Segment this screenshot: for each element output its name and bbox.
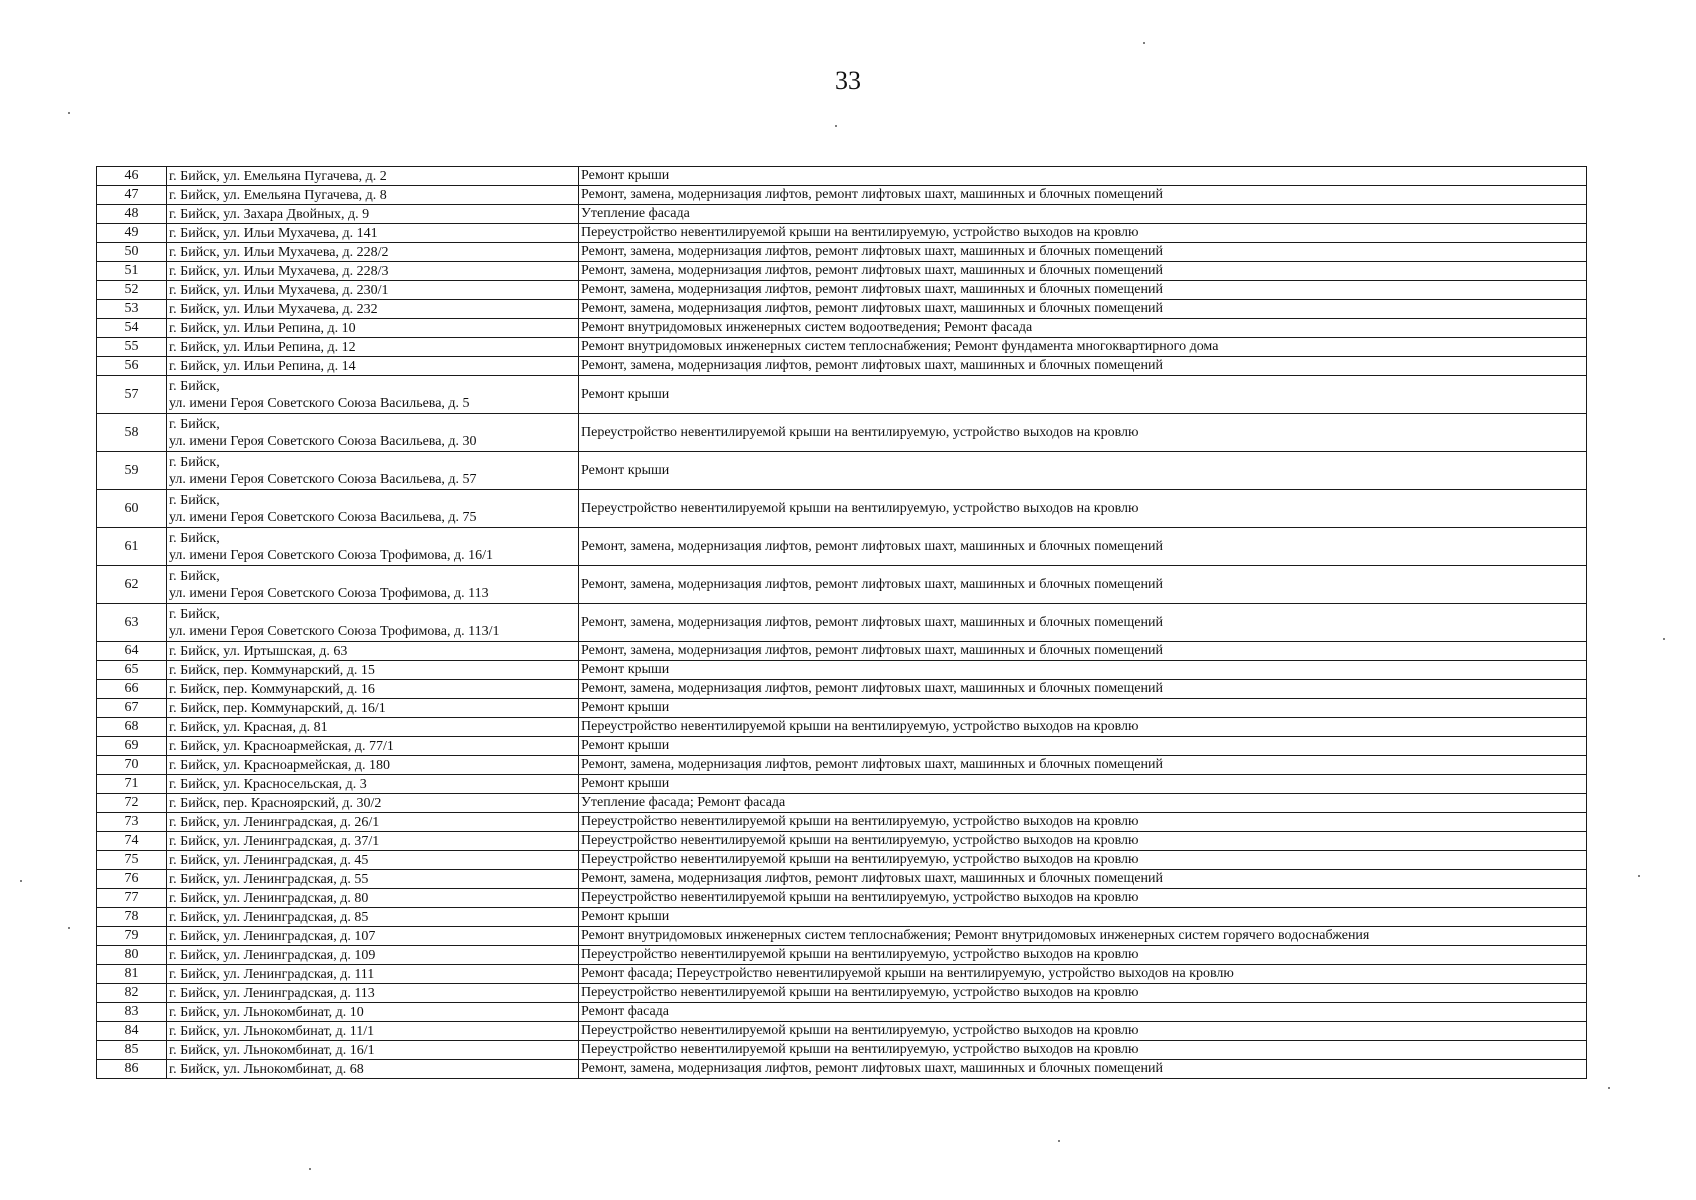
address-line: г. Бийск, пер. Коммунарский, д. 16 [169, 681, 375, 697]
address-line: г. Бийск, ул. Захара Двойных, д. 9 [169, 206, 370, 222]
table-row [97, 756, 1587, 775]
row-number-cell: 74 [97, 832, 167, 851]
row-number-cell: 77 [97, 889, 167, 908]
address-cell [167, 965, 579, 984]
registry-body [97, 167, 1587, 1079]
address-line: г. Бийск, ул. Ильи Репина, д. 10 [169, 320, 356, 336]
row-number-cell: 76 [97, 870, 167, 889]
address-line: ул. имени Героя Советского Союза Васильева, д. 75 [169, 509, 477, 525]
work-type-cell: Утепление фасада [579, 205, 1587, 224]
address-line: г. Бийск, ул. Ленинградская, д. 107 [169, 928, 376, 944]
address-line: г. Бийск, ул. Ленинградская, д. 80 [169, 890, 369, 906]
address-line: г. Бийск, [169, 568, 220, 584]
table-row [97, 357, 1587, 376]
table-row [97, 167, 1587, 186]
work-type-cell: Ремонт, замена, модернизация лифтов, ремонт лифтовых шахт, машинных и блочных помещений [579, 357, 1587, 376]
scan-speck [20, 880, 22, 882]
address-cell [167, 756, 579, 775]
row-number-cell: 60 [97, 490, 167, 528]
address-cell [167, 718, 579, 737]
address-line: г. Бийск, ул. Красноармейская, д. 180 [169, 757, 390, 773]
table-row [97, 376, 1587, 414]
address-line: г. Бийск, ул. Ленинградская, д. 45 [169, 852, 369, 868]
address-cell [167, 699, 579, 718]
work-type-cell: Переустройство невентилируемой крыши на вентилируемую, устройство выходов на кровлю [579, 984, 1587, 1003]
work-type-cell: Ремонт крыши [579, 661, 1587, 680]
address-line: г. Бийск, ул. Ленинградская, д. 109 [169, 947, 376, 963]
address-cell [167, 946, 579, 965]
table-row [97, 528, 1587, 566]
address-line: г. Бийск, ул. Ленинградская, д. 55 [169, 871, 369, 887]
row-number-cell: 78 [97, 908, 167, 927]
work-type-cell: Ремонт, замена, модернизация лифтов, ремонт лифтовых шахт, машинных и блочных помещений [579, 870, 1587, 889]
table-row [97, 794, 1587, 813]
address-line: г. Бийск, [169, 416, 220, 432]
scan-speck [309, 1168, 311, 1170]
address-cell [167, 661, 579, 680]
row-number-cell: 72 [97, 794, 167, 813]
row-number-cell: 83 [97, 1003, 167, 1022]
address-cell [167, 1003, 579, 1022]
table-row [97, 281, 1587, 300]
row-number-cell: 79 [97, 927, 167, 946]
row-number-cell: 64 [97, 642, 167, 661]
table-row [97, 718, 1587, 737]
work-type-cell: Ремонт, замена, модернизация лифтов, ремонт лифтовых шахт, машинных и блочных помещений [579, 300, 1587, 319]
work-type-cell: Переустройство невентилируемой крыши на вентилируемую, устройство выходов на кровлю [579, 832, 1587, 851]
table-row [97, 832, 1587, 851]
address-line: ул. имени Героя Советского Союза Трофимова, д. 16/1 [169, 547, 494, 563]
work-type-cell: Ремонт, замена, модернизация лифтов, ремонт лифтовых шахт, машинных и блочных помещений [579, 262, 1587, 281]
work-type-cell: Ремонт крыши [579, 908, 1587, 927]
table-row [97, 300, 1587, 319]
address-cell [167, 167, 579, 186]
address-cell [167, 376, 579, 414]
table-row [97, 1041, 1587, 1060]
address-line: ул. имени Героя Советского Союза Васильева, д. 57 [169, 471, 477, 487]
address-cell [167, 357, 579, 376]
work-type-cell: Переустройство невентилируемой крыши на вентилируемую, устройство выходов на кровлю [579, 1022, 1587, 1041]
address-line: ул. имени Героя Советского Союза Трофимова, д. 113 [169, 585, 489, 601]
address-cell [167, 224, 579, 243]
address-line: г. Бийск, [169, 454, 220, 470]
address-line: г. Бийск, ул. Ильи Мухачева, д. 228/3 [169, 263, 389, 279]
row-number-cell: 67 [97, 699, 167, 718]
address-cell [167, 281, 579, 300]
work-type-cell: Ремонт крыши [579, 452, 1587, 490]
table-row [97, 813, 1587, 832]
address-line: г. Бийск, ул. Ленинградская, д. 111 [169, 966, 375, 982]
address-line: г. Бийск, [169, 530, 220, 546]
scan-speck [1058, 1140, 1060, 1142]
row-number-cell: 82 [97, 984, 167, 1003]
address-line: г. Бийск, ул. Ленинградская, д. 85 [169, 909, 369, 925]
row-number-cell: 56 [97, 357, 167, 376]
table-row [97, 946, 1587, 965]
table-row [97, 1060, 1587, 1079]
address-line: г. Бийск, ул. Ленинградская, д. 37/1 [169, 833, 380, 849]
row-number-cell: 50 [97, 243, 167, 262]
work-type-cell: Утепление фасада; Ремонт фасада [579, 794, 1587, 813]
address-line: г. Бийск, ул. Льнокомбинат, д. 11/1 [169, 1023, 375, 1039]
address-line: г. Бийск, ул. Льнокомбинат, д. 16/1 [169, 1042, 375, 1058]
row-number-cell: 54 [97, 319, 167, 338]
address-cell [167, 737, 579, 756]
table-row [97, 680, 1587, 699]
address-line: г. Бийск, ул. Красная, д. 81 [169, 719, 328, 735]
table-row [97, 965, 1587, 984]
address-cell [167, 927, 579, 946]
address-line: ул. имени Героя Советского Союза Васильева, д. 5 [169, 395, 470, 411]
work-type-cell: Ремонт фасада; Переустройство невентилируемой крыши на вентилируемую, устройство выходов на кровлю [579, 965, 1587, 984]
address-line: г. Бийск, ул. Емельяна Пугачева, д. 2 [169, 168, 387, 184]
row-number-cell: 63 [97, 604, 167, 642]
row-number-cell: 75 [97, 851, 167, 870]
work-type-cell: Ремонт крыши [579, 699, 1587, 718]
address-line: г. Бийск, ул. Ильи Мухачева, д. 230/1 [169, 282, 389, 298]
address-cell [167, 338, 579, 357]
address-cell [167, 300, 579, 319]
address-line: г. Бийск, пер. Коммунарский, д. 16/1 [169, 700, 386, 716]
address-line: г. Бийск, пер. Коммунарский, д. 15 [169, 662, 375, 678]
work-type-cell: Переустройство невентилируемой крыши на вентилируемую, устройство выходов на кровлю [579, 889, 1587, 908]
scan-speck [1143, 42, 1145, 44]
scan-speck [68, 112, 70, 114]
address-cell [167, 528, 579, 566]
work-type-cell: Переустройство невентилируемой крыши на вентилируемую, устройство выходов на кровлю [579, 414, 1587, 452]
address-cell [167, 775, 579, 794]
work-type-cell: Ремонт внутридомовых инженерных систем теплоснабжения; Ремонт фундамента многоквартирного дома [579, 338, 1587, 357]
address-line: г. Бийск, ул. Емельяна Пугачева, д. 8 [169, 187, 387, 203]
work-type-cell: Ремонт, замена, модернизация лифтов, ремонт лифтовых шахт, машинных и блочных помещений [579, 186, 1587, 205]
row-number-cell: 81 [97, 965, 167, 984]
table-row [97, 338, 1587, 357]
row-number-cell: 59 [97, 452, 167, 490]
table-row [97, 889, 1587, 908]
address-cell [167, 794, 579, 813]
table-row [97, 319, 1587, 338]
repair-registry-table [96, 166, 1587, 1079]
table-row [97, 851, 1587, 870]
table-row [97, 262, 1587, 281]
work-type-cell: Ремонт, замена, модернизация лифтов, ремонт лифтовых шахт, машинных и блочных помещений [579, 281, 1587, 300]
table-row [97, 775, 1587, 794]
work-type-cell: Ремонт крыши [579, 376, 1587, 414]
row-number-cell: 69 [97, 737, 167, 756]
table-row [97, 984, 1587, 1003]
address-cell [167, 984, 579, 1003]
address-cell [167, 1041, 579, 1060]
row-number-cell: 61 [97, 528, 167, 566]
address-line: г. Бийск, ул. Ильи Мухачева, д. 228/2 [169, 244, 389, 260]
row-number-cell: 65 [97, 661, 167, 680]
row-number-cell: 46 [97, 167, 167, 186]
address-cell [167, 414, 579, 452]
address-cell [167, 908, 579, 927]
row-number-cell: 52 [97, 281, 167, 300]
address-line: г. Бийск, ул. Ленинградская, д. 113 [169, 985, 375, 1001]
address-line: г. Бийск, ул. Ленинградская, д. 26/1 [169, 814, 380, 830]
scan-speck [1663, 638, 1665, 640]
scan-speck [1608, 1087, 1610, 1089]
address-cell [167, 490, 579, 528]
table-row [97, 1022, 1587, 1041]
work-type-cell: Ремонт крыши [579, 737, 1587, 756]
table-row [97, 870, 1587, 889]
row-number-cell: 70 [97, 756, 167, 775]
work-type-cell: Ремонт внутридомовых инженерных систем теплоснабжения; Ремонт внутридомовых инженерных систем горячего водоснабжения [579, 927, 1587, 946]
address-line: г. Бийск, ул. Красносельская, д. 3 [169, 776, 367, 792]
work-type-cell: Переустройство невентилируемой крыши на вентилируемую, устройство выходов на кровлю [579, 813, 1587, 832]
table-row [97, 699, 1587, 718]
address-line: г. Бийск, ул. Красноармейская, д. 77/1 [169, 738, 394, 754]
table-row [97, 908, 1587, 927]
address-line: г. Бийск, ул. Ильи Репина, д. 14 [169, 358, 356, 374]
address-cell [167, 319, 579, 338]
address-line: г. Бийск, [169, 492, 220, 508]
address-line: г. Бийск, [169, 606, 220, 622]
address-cell [167, 851, 579, 870]
address-cell [167, 1022, 579, 1041]
row-number-cell: 68 [97, 718, 167, 737]
table-row [97, 224, 1587, 243]
row-number-cell: 71 [97, 775, 167, 794]
work-type-cell: Ремонт, замена, модернизация лифтов, ремонт лифтовых шахт, машинных и блочных помещений [579, 642, 1587, 661]
address-cell [167, 870, 579, 889]
address-cell [167, 452, 579, 490]
row-number-cell: 80 [97, 946, 167, 965]
table-row [97, 452, 1587, 490]
work-type-cell: Ремонт крыши [579, 775, 1587, 794]
work-type-cell: Переустройство невентилируемой крыши на вентилируемую, устройство выходов на кровлю [579, 851, 1587, 870]
address-cell [167, 1060, 579, 1079]
table-row [97, 1003, 1587, 1022]
row-number-cell: 47 [97, 186, 167, 205]
row-number-cell: 58 [97, 414, 167, 452]
table-row [97, 205, 1587, 224]
address-cell [167, 680, 579, 699]
row-number-cell: 49 [97, 224, 167, 243]
row-number-cell: 66 [97, 680, 167, 699]
address-line: ул. имени Героя Советского Союза Васильева, д. 30 [169, 433, 477, 449]
work-type-cell: Переустройство невентилируемой крыши на вентилируемую, устройство выходов на кровлю [579, 718, 1587, 737]
address-cell [167, 832, 579, 851]
row-number-cell: 53 [97, 300, 167, 319]
work-type-cell: Ремонт, замена, модернизация лифтов, ремонт лифтовых шахт, машинных и блочных помещений [579, 680, 1587, 699]
work-type-cell: Ремонт, замена, модернизация лифтов, ремонт лифтовых шахт, машинных и блочных помещений [579, 756, 1587, 775]
work-type-cell: Ремонт, замена, модернизация лифтов, ремонт лифтовых шахт, машинных и блочных помещений [579, 1060, 1587, 1079]
row-number-cell: 55 [97, 338, 167, 357]
row-number-cell: 84 [97, 1022, 167, 1041]
address-cell [167, 205, 579, 224]
work-type-cell: Переустройство невентилируемой крыши на вентилируемую, устройство выходов на кровлю [579, 490, 1587, 528]
row-number-cell: 86 [97, 1060, 167, 1079]
address-cell [167, 566, 579, 604]
address-line: г. Бийск, ул. Ильи Мухачева, д. 232 [169, 301, 378, 317]
table-row [97, 566, 1587, 604]
address-line: г. Бийск, [169, 378, 220, 394]
table-row [97, 604, 1587, 642]
page-number: 33 [835, 66, 861, 95]
table-row [97, 243, 1587, 262]
address-line: г. Бийск, пер. Красноярский, д. 30/2 [169, 795, 382, 811]
address-line: г. Бийск, ул. Иртышская, д. 63 [169, 643, 348, 659]
scan-speck [835, 125, 837, 127]
row-number-cell: 57 [97, 376, 167, 414]
table-row [97, 661, 1587, 680]
scan-speck [1638, 875, 1640, 877]
work-type-cell: Переустройство невентилируемой крыши на вентилируемую, устройство выходов на кровлю [579, 224, 1587, 243]
address-cell [167, 243, 579, 262]
address-line: г. Бийск, ул. Ильи Репина, д. 12 [169, 339, 356, 355]
address-line: ул. имени Героя Советского Союза Трофимова, д. 113/1 [169, 623, 500, 639]
work-type-cell: Ремонт фасада [579, 1003, 1587, 1022]
work-type-cell: Ремонт внутридомовых инженерных систем водоотведения; Ремонт фасада [579, 319, 1587, 338]
work-type-cell: Ремонт крыши [579, 167, 1587, 186]
table-row [97, 186, 1587, 205]
address-line: г. Бийск, ул. Льнокомбинат, д. 10 [169, 1004, 364, 1020]
work-type-cell: Ремонт, замена, модернизация лифтов, ремонт лифтовых шахт, машинных и блочных помещений [579, 243, 1587, 262]
address-cell [167, 262, 579, 281]
row-number-cell: 73 [97, 813, 167, 832]
work-type-cell: Ремонт, замена, модернизация лифтов, ремонт лифтовых шахт, машинных и блочных помещений [579, 604, 1587, 642]
address-cell [167, 642, 579, 661]
row-number-cell: 62 [97, 566, 167, 604]
row-number-cell: 51 [97, 262, 167, 281]
work-type-cell: Переустройство невентилируемой крыши на вентилируемую, устройство выходов на кровлю [579, 946, 1587, 965]
address-cell [167, 889, 579, 908]
address-cell [167, 604, 579, 642]
table-row [97, 490, 1587, 528]
table-row [97, 414, 1587, 452]
work-type-cell: Переустройство невентилируемой крыши на вентилируемую, устройство выходов на кровлю [579, 1041, 1587, 1060]
work-type-cell: Ремонт, замена, модернизация лифтов, ремонт лифтовых шахт, машинных и блочных помещений [579, 566, 1587, 604]
work-type-cell: Ремонт, замена, модернизация лифтов, ремонт лифтовых шахт, машинных и блочных помещений [579, 528, 1587, 566]
row-number-cell: 85 [97, 1041, 167, 1060]
table-row [97, 737, 1587, 756]
row-number-cell: 48 [97, 205, 167, 224]
address-line: г. Бийск, ул. Льнокомбинат, д. 68 [169, 1061, 364, 1077]
scan-speck [68, 927, 70, 929]
table-row [97, 927, 1587, 946]
address-cell [167, 186, 579, 205]
table-row [97, 642, 1587, 661]
address-cell [167, 813, 579, 832]
address-line: г. Бийск, ул. Ильи Мухачева, д. 141 [169, 225, 378, 241]
